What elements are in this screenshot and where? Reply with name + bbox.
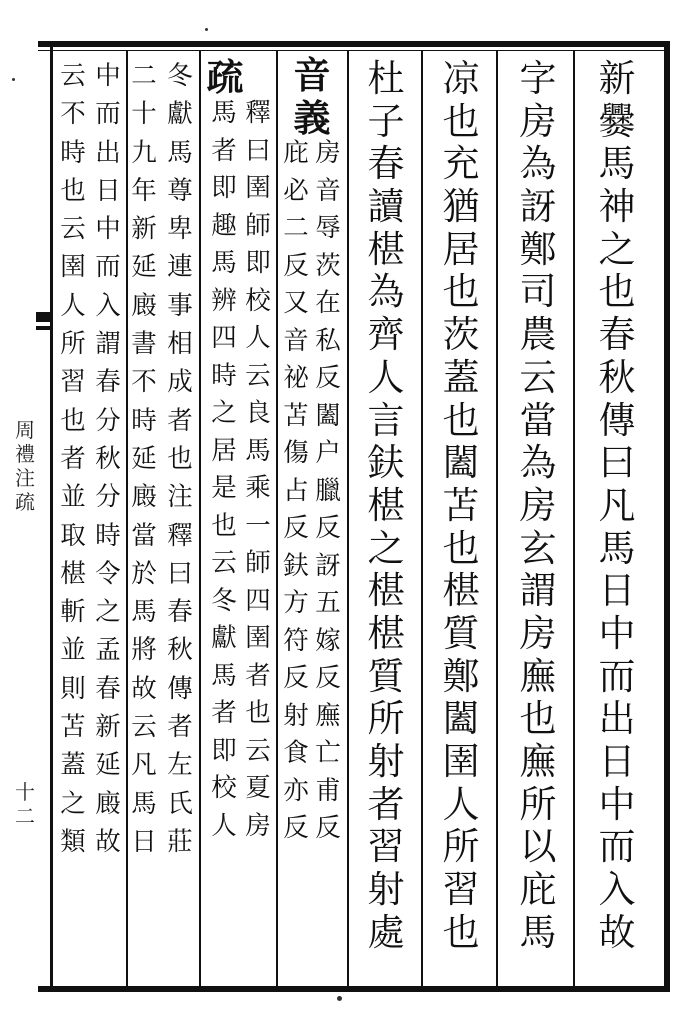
character: 中 [95,214,121,245]
commentary-column [92,61,124,868]
character: 茨 [315,250,341,281]
character: 廡 [315,700,341,731]
character: 充 [442,142,480,186]
character: 師 [245,548,271,578]
character: 春 [167,597,193,628]
character: 辱 [315,213,341,243]
character: 所 [519,782,557,826]
character: 神 [598,185,636,229]
character: 斬 [60,597,86,628]
scan-speck [12,78,15,81]
character: 居 [211,435,237,466]
character: 尊 [167,175,193,206]
character: 占 [283,475,309,506]
character: 春 [95,367,121,398]
character: 廄 [131,290,157,321]
character: 十 [131,99,157,130]
character: 字 [519,57,557,100]
character: 於 [131,558,157,589]
character: 廄 [131,482,157,513]
character: 之 [60,788,86,819]
character: 鈇 [283,550,309,581]
character: 校 [211,773,237,803]
character: 釋 [245,98,271,128]
character: 孟 [95,635,121,666]
character: 令 [95,558,121,589]
character: 廡 [519,654,557,698]
scan-speck [337,996,342,1001]
character: 良 [245,398,271,428]
character: 所 [442,825,480,869]
character: 庇 [519,868,557,912]
character: 則 [60,673,86,704]
character: 椹 [60,558,86,589]
character: 疏 [206,55,244,99]
character: 反 [283,250,309,281]
character: 將 [131,635,157,666]
right-border [664,41,670,992]
character: 中 [598,611,636,655]
character: 之 [211,398,237,428]
character: 者 [167,712,193,743]
character: 圉 [245,623,271,653]
character: 冬 [167,61,193,91]
character: 也 [442,99,480,143]
character: 成 [167,367,193,398]
commentary-column [128,61,160,868]
character: 蓋 [442,355,480,399]
character: 反 [283,813,309,843]
character: 也 [442,398,480,442]
character: 人 [211,810,237,841]
character: 音 [283,325,309,356]
character: 十 [15,780,35,804]
commentary-column [164,61,196,868]
character: 並 [60,635,86,666]
character: 闔 [315,400,341,431]
character: 注 [167,482,193,513]
shu-heading [204,55,246,102]
character: 者 [60,443,86,474]
character: 辨 [211,285,237,316]
character: 分 [95,482,121,513]
character: 馬 [519,910,557,954]
character: 者 [167,405,193,436]
character: 圉 [442,740,480,783]
character: 蓋 [60,750,86,781]
character: 禮 [15,442,35,466]
character: 秋 [95,443,121,474]
character: 春 [598,313,636,357]
character: 處 [367,910,405,954]
character: 秋 [167,635,193,666]
text-column [429,57,493,956]
character: 凡 [131,750,157,781]
character: 馬 [211,248,237,278]
character: 莊 [167,826,193,857]
character: 玄 [519,526,557,570]
character: 臘 [315,475,341,506]
character: 也 [442,910,480,954]
character: 苫 [442,483,480,527]
character: 射 [283,700,309,731]
character: 所 [367,697,405,741]
character: 讀 [367,185,405,229]
yinyi-heading [280,53,344,142]
character: 馬 [167,137,193,168]
character: 庇 [283,138,309,168]
character: 書 [131,329,157,360]
character: 年 [131,175,157,206]
character: 秋 [598,355,636,399]
character: 新 [131,214,157,245]
character: 師 [245,210,271,241]
character: 二 [15,804,35,828]
character: 農 [519,313,557,357]
character: 中 [598,782,636,826]
character: 習 [60,367,86,398]
character: 入 [598,868,636,912]
character: 四 [211,323,237,353]
character: 時 [131,405,157,436]
character: 疏 [15,490,35,514]
character: 而 [598,654,636,698]
character: 夏 [245,773,271,803]
character: 必 [283,175,309,206]
margin-page-number [8,782,42,830]
character: 春 [95,673,121,704]
character: 杜 [367,57,405,100]
character: 圉 [60,252,86,283]
character: 也 [442,526,480,570]
character: 延 [131,443,157,474]
character: 也 [211,510,237,541]
character: 而 [95,99,121,130]
character: 云 [245,360,271,391]
commentary-subcolumn [208,98,240,851]
character: 當 [131,520,157,551]
scan-speck [205,28,208,31]
character: 者 [211,135,237,166]
character: 入 [95,290,121,321]
character: 反 [315,513,341,543]
character: 即 [211,735,237,766]
character: 嫁 [315,625,341,656]
character: 習 [442,868,480,912]
bottom-border [38,986,670,992]
character: 傳 [167,673,193,704]
character: 方 [283,588,309,618]
character: 者 [367,782,405,826]
character: 而 [598,825,636,869]
character: 連 [167,252,193,283]
character: 符 [283,625,309,656]
character: 司 [519,270,557,314]
character: 故 [598,910,636,954]
character: 傷 [283,438,309,468]
character: 之 [598,227,636,271]
character: 為 [367,270,405,314]
character: 在 [315,288,341,318]
character: 事 [167,290,193,321]
character: 食 [283,738,309,768]
commentary-subcolumn [280,138,312,854]
character: 質 [442,611,480,655]
character: 凉 [442,57,480,100]
character: 鈇 [367,441,405,485]
character: 而 [95,252,121,283]
character: 又 [283,288,309,318]
character: 射 [367,868,405,912]
character: 延 [131,252,157,283]
character: 馬 [598,142,636,186]
character: 二 [283,213,309,243]
character: 齊 [367,313,405,357]
character: 甫 [315,775,341,806]
character: 房 [245,810,271,841]
margin-fish-tail [36,312,52,322]
character: 曰 [167,558,193,589]
character: 校 [245,285,271,316]
character: 馬 [131,597,157,628]
character: 取 [60,520,86,551]
character: 房 [315,138,341,168]
character: 為 [519,142,557,186]
character: 趣 [211,210,237,241]
character: 是 [211,473,237,503]
character: 時 [95,520,121,551]
character: 故 [95,826,121,857]
character: 中 [95,61,121,91]
column-divider [573,50,575,986]
character: 者 [245,660,271,691]
character: 馬 [245,435,271,466]
character: 九 [131,137,157,168]
character: 分 [95,405,121,436]
character: 左 [167,750,193,781]
character: 反 [283,663,309,693]
character: 也 [245,698,271,728]
character: 言 [367,398,405,442]
character: 子 [367,99,405,143]
character: 日 [598,740,636,783]
character: 獻 [167,99,193,130]
character: 猶 [442,185,480,229]
character: 椹 [367,569,405,613]
character: 出 [598,697,636,741]
character: 相 [167,329,193,360]
character: 習 [367,825,405,869]
character: 云 [519,355,557,399]
character: 户 [315,438,341,468]
character: 房 [519,611,557,655]
character: 椹 [367,227,405,271]
character: 廡 [519,740,557,783]
character: 射 [367,740,405,783]
character: 周 [15,418,35,442]
column-divider [276,50,278,986]
text-column [506,57,570,956]
character: 也 [167,443,193,474]
character: 苫 [60,712,86,743]
yinyi-section [280,53,344,987]
character: 音 [315,175,341,206]
character: 延 [95,750,121,781]
character: 反 [315,363,341,393]
character: 茨 [442,313,480,357]
character: 謂 [519,569,557,613]
character: 出 [95,137,121,168]
margin-fish-tail [36,326,52,330]
column-divider [496,50,498,986]
character: 故 [131,673,157,704]
text-column [585,57,649,956]
character: 椹 [367,483,405,527]
character: 乘 [245,473,271,503]
character: 云 [211,548,237,578]
character: 也 [598,270,636,314]
character: 也 [60,175,86,206]
column-divider [199,50,201,986]
character: 私 [315,325,341,356]
character: 鄭 [442,654,480,698]
character: 人 [442,782,480,826]
character: 云 [60,61,86,91]
character: 反 [315,663,341,693]
character: 訝 [315,550,341,581]
character: 新 [598,57,636,100]
character: 馬 [211,660,237,691]
character: 四 [245,585,271,616]
character: 云 [60,214,86,245]
character: 爨 [598,99,636,143]
character: 冬 [211,585,237,616]
character: 人 [367,355,405,399]
character: 獻 [211,623,237,653]
character: 居 [442,227,480,271]
character: 房 [519,483,557,527]
margin-title [8,420,42,516]
character: 質 [367,654,405,698]
commentary-subcolumn [242,98,274,851]
character: 不 [131,367,157,398]
character: 椹 [442,569,480,613]
character: 馬 [131,788,157,819]
character: 云 [131,712,157,743]
commentary-subcolumn [312,138,344,854]
character: 曰 [245,135,271,166]
character: 不 [60,99,86,130]
character: 傳 [598,398,636,442]
character: 春 [367,142,405,186]
top-inner-rule [38,50,670,51]
character: 時 [60,137,86,168]
character: 為 [519,441,557,485]
left-border [50,41,53,992]
character: 云 [245,735,271,766]
character: 鄭 [519,227,557,271]
character: 馬 [211,98,237,128]
column-divider [421,50,423,986]
text-column [354,57,418,956]
character: 訝 [519,185,557,229]
character: 謂 [95,329,121,360]
character: 一 [245,510,271,541]
character: 人 [245,323,271,353]
character: 氏 [167,788,193,819]
character: 亡 [315,738,341,768]
character: 人 [60,290,86,321]
character: 者 [211,698,237,728]
character: 所 [60,329,86,360]
character: 即 [211,173,237,203]
character: 圉 [245,173,271,203]
character: 椹 [367,611,405,655]
character: 以 [519,825,557,869]
character: 曰 [598,441,636,485]
character: 釋 [167,520,193,551]
column-divider [347,50,349,986]
character: 之 [367,526,405,570]
commentary-column [57,61,89,868]
character: 廄 [95,788,121,819]
character: 苫 [283,400,309,431]
character: 闔 [442,441,480,485]
character: 也 [442,270,480,314]
character: 也 [519,697,557,741]
shu-section [204,57,274,987]
character: 類 [60,826,86,857]
character: 卑 [167,214,193,245]
character: 凡 [598,483,636,527]
character: 日 [598,569,636,613]
character: 祕 [283,363,309,393]
character: 五 [315,588,341,618]
character: 也 [60,405,86,436]
character: 並 [60,482,86,513]
character: 闔 [442,697,480,741]
character: 亦 [283,775,309,806]
character: 日 [95,175,121,206]
character: 當 [519,398,557,442]
character: 音 [293,53,331,97]
character: 時 [211,360,237,391]
character: 馬 [598,526,636,570]
character: 義 [293,95,331,140]
character: 房 [519,99,557,143]
character: 注 [15,466,35,490]
character: 日 [131,826,157,857]
character: 即 [245,248,271,278]
character: 反 [283,513,309,543]
character: 之 [95,597,121,628]
character: 二 [131,61,157,91]
character: 反 [315,813,341,843]
character: 新 [95,712,121,743]
top-border [38,41,670,47]
